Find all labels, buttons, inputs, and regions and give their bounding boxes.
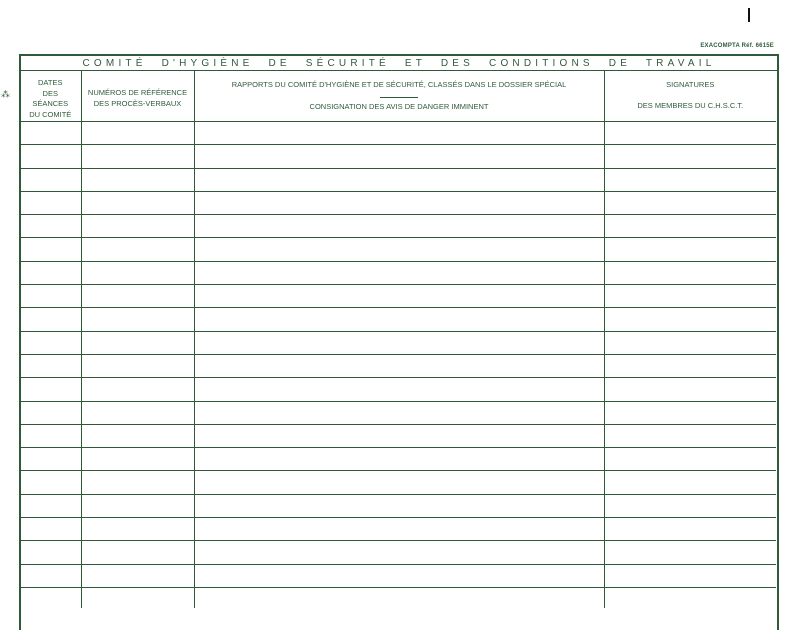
numero-cell [81, 587, 194, 608]
numero-cell [81, 564, 194, 587]
table-row [20, 564, 776, 587]
rapport-cell [194, 401, 604, 424]
rapport-cell [194, 308, 604, 331]
signature-cell [604, 331, 776, 354]
date-cell [20, 494, 81, 517]
numeros-line-1: NUMÉROS DE RÉFÉRENCE [87, 88, 188, 97]
table-row [20, 354, 776, 377]
table-row [20, 494, 776, 517]
table-row [20, 331, 776, 354]
date-cell [20, 564, 81, 587]
table-row [20, 378, 776, 401]
rapport-cell [194, 145, 604, 168]
table-row [20, 191, 776, 214]
signature-cell [604, 564, 776, 587]
date-cell [20, 401, 81, 424]
rapport-cell [194, 122, 604, 145]
signature-cell [604, 494, 776, 517]
dates-line-2: DES [42, 88, 58, 98]
signature-cell [604, 541, 776, 564]
rapport-cell [194, 354, 604, 377]
date-cell [20, 238, 81, 261]
table-row [20, 261, 776, 284]
signature-cell [604, 587, 776, 608]
rapport-cell [194, 494, 604, 517]
table-row [20, 215, 776, 238]
numero-cell [81, 354, 194, 377]
rapport-cell [194, 518, 604, 541]
signature-cell [604, 215, 776, 238]
table-row [20, 285, 776, 308]
rapport-cell [194, 541, 604, 564]
date-cell [20, 587, 81, 608]
col-signatures-header [604, 71, 776, 122]
date-cell [20, 354, 81, 377]
header-divider [380, 97, 418, 98]
rapport-cell [194, 471, 604, 494]
date-cell [20, 308, 81, 331]
numero-cell [81, 518, 194, 541]
rapport-cell [194, 448, 604, 471]
rapport-cell [194, 587, 604, 608]
signature-cell [604, 354, 776, 377]
dates-line-1: DATES [38, 78, 63, 87]
numero-cell [81, 285, 194, 308]
register-title: COMITÉ D'HYGIÈNE DE SÉCURITÉ ET DES CONDITIONS DE TRAVAIL [82, 57, 716, 69]
rapport-cell [194, 261, 604, 284]
consignation-label: CONSIGNATION DES AVIS DE DANGER IMMINENT [309, 101, 489, 111]
table-row [20, 541, 776, 564]
date-cell [20, 471, 81, 494]
dates-line-4: DU COMITÉ [29, 109, 72, 119]
numero-cell [81, 238, 194, 261]
table-row [20, 122, 776, 145]
binding-mark-icon: ⁂ [1, 89, 10, 99]
numero-cell [81, 122, 194, 145]
numero-cell [81, 191, 194, 214]
title-band [21, 56, 777, 71]
numeros-line-2: DES PROCÈS-VERBAUX [93, 98, 182, 108]
numero-cell [81, 215, 194, 238]
numero-cell [81, 308, 194, 331]
date-cell [20, 215, 81, 238]
signature-cell [604, 261, 776, 284]
rapports-label: RAPPORTS DU COMITÉ D'HYGIÈNE ET DE SÉCURITÉ, CLASSÉS DANS LE DOSSIER SPÉCIAL [231, 80, 567, 89]
rapport-cell [194, 168, 604, 191]
date-cell [20, 331, 81, 354]
date-cell [20, 378, 81, 401]
date-cell [20, 285, 81, 308]
signature-cell [604, 308, 776, 331]
numero-cell [81, 168, 194, 191]
numero-cell [81, 471, 194, 494]
signature-cell [604, 168, 776, 191]
signature-cell [604, 424, 776, 447]
rapport-cell [194, 238, 604, 261]
numero-cell [81, 261, 194, 284]
table-row [20, 145, 776, 168]
date-cell [20, 261, 81, 284]
signatures-label: SIGNATURES [666, 80, 715, 89]
rapport-cell [194, 215, 604, 238]
numero-cell [81, 448, 194, 471]
rapport-cell [194, 331, 604, 354]
rapport-cell [194, 564, 604, 587]
table-row [20, 448, 776, 471]
numero-cell [81, 424, 194, 447]
dates-line-3: SÉANCES [32, 99, 69, 108]
signature-cell [604, 518, 776, 541]
numero-cell [81, 331, 194, 354]
register-sheet [19, 54, 779, 630]
col-numeros-header [81, 71, 194, 122]
date-cell [20, 424, 81, 447]
date-cell [20, 191, 81, 214]
table-row [20, 587, 776, 608]
numero-cell [81, 145, 194, 168]
table-row [20, 518, 776, 541]
signature-cell [604, 122, 776, 145]
signature-cell [604, 191, 776, 214]
numero-cell [81, 401, 194, 424]
date-cell [20, 168, 81, 191]
rapport-cell [194, 424, 604, 447]
signature-cell [604, 448, 776, 471]
signature-cell [604, 378, 776, 401]
rapport-cell [194, 191, 604, 214]
col-rapports-header [194, 71, 604, 122]
register-table [20, 71, 776, 608]
signature-cell [604, 471, 776, 494]
reference-number: EXACOMPTA Réf. 6615E [700, 43, 774, 49]
signature-cell [604, 238, 776, 261]
table-row [20, 168, 776, 191]
date-cell [20, 145, 81, 168]
numero-cell [81, 541, 194, 564]
table-row [20, 401, 776, 424]
signature-cell [604, 401, 776, 424]
signature-cell [604, 145, 776, 168]
rapport-cell [194, 378, 604, 401]
rapport-cell [194, 285, 604, 308]
col-dates-header [20, 71, 81, 122]
date-cell [20, 518, 81, 541]
table-row [20, 238, 776, 261]
numero-cell [81, 378, 194, 401]
date-cell [20, 541, 81, 564]
table-row [20, 424, 776, 447]
signature-cell [604, 285, 776, 308]
date-cell [20, 448, 81, 471]
page-mark [748, 8, 750, 22]
membres-label: DES MEMBRES DU C.H.S.C.T. [637, 100, 744, 110]
table-row [20, 471, 776, 494]
header-row [20, 71, 776, 122]
date-cell [20, 122, 81, 145]
numero-cell [81, 494, 194, 517]
table-row [20, 308, 776, 331]
